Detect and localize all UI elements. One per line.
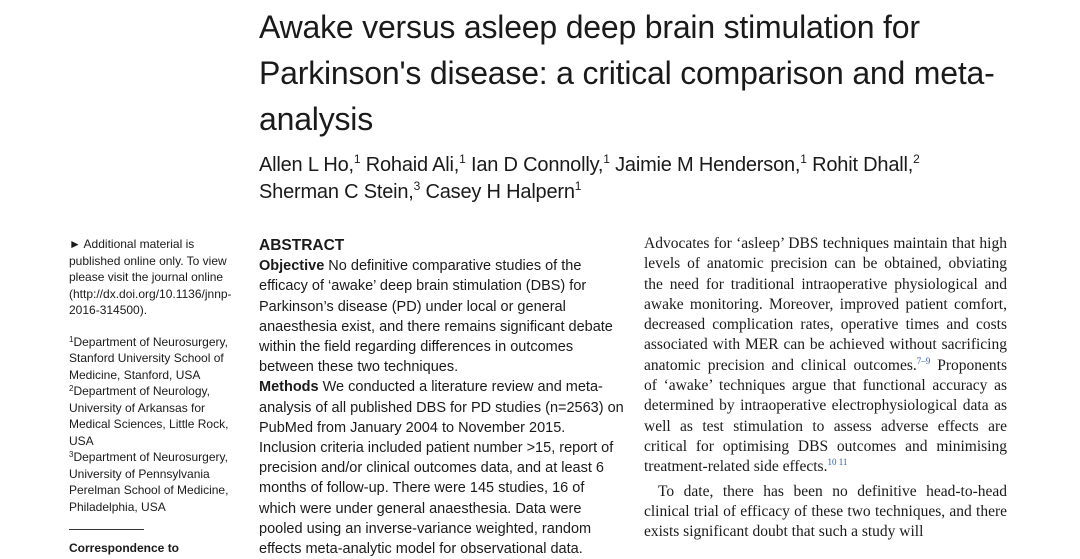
- affiliation-marker: 1: [574, 179, 582, 193]
- affiliation-marker: 1: [353, 152, 361, 166]
- affiliation-number: 1: [69, 334, 74, 344]
- body-text-segment: Proponents of ‘awake’ techniques argue that functional accuracy as determined by intraoperative electrophysiological data as well as test stimulation to assess adverse effects are critical for optimising DBS outcomes and minimising treatment-related side effects.: [644, 356, 1007, 476]
- author-list: [259, 152, 1059, 206]
- correspondence-heading: Correspondence to: [69, 541, 180, 555]
- author-name: Allen L Ho,: [259, 154, 354, 176]
- affiliation-number: 2: [69, 384, 74, 393]
- article-sidebar: [69, 236, 239, 557]
- divider: [69, 529, 144, 530]
- affiliation-marker: 1: [800, 152, 807, 166]
- affiliation-1: [69, 334, 239, 384]
- body-text: [644, 234, 1007, 542]
- affiliation-text: Department of Neurosurgery, Stanford University School of Medicine, Stanford, USA: [69, 334, 228, 382]
- affiliation-3: [69, 449, 239, 515]
- citation-link[interactable]: 7–9: [916, 355, 931, 366]
- affiliation-2: [69, 383, 239, 449]
- author-name: Ian D Connolly,: [471, 154, 604, 176]
- affiliation-marker: 3: [413, 179, 421, 193]
- author-name: Rohaid Ali,: [365, 154, 460, 176]
- author-name: Casey H Halpern: [425, 181, 575, 203]
- body-paragraph: To date, there has been no definitive head-to-head clinical trial of efficacy of these two techniques, and there exists significant doubt that such a study will: [644, 482, 1007, 541]
- methods-text: We conducted a literature review and meta-analysis of all published DBS for PD studies (n=2563) on PubMed from January 2004 to November 2015. Inclusion criteria included patient number >15, report of precision and/or clinical outcomes data, and at least 6 months of follow-up. There were 145 studies, 16 of which were under general anaesthesia. Data were pooled using an inverse-variance weighted, random effects meta-analytic model for observational data.: [259, 379, 624, 558]
- affiliation-marker: 2: [913, 152, 920, 166]
- body-paragraph: [644, 234, 1007, 478]
- objective-label: Objective: [259, 258, 325, 275]
- affiliation-text: Department of Neurosurgery, University of Pennsylvania Perelman School of Medicine, Philadelphia, USA: [69, 450, 229, 514]
- affiliation-number: 3: [69, 450, 74, 459]
- abstract-methods: [259, 377, 624, 559]
- supplementary-note[interactable]: ► Additional material is published online only. To view please visit the journal online (http://dx.doi.org/10.1136/jnnp-2016-314500).: [69, 237, 232, 317]
- body-text-segment: Advocates for ‘asleep’ DBS techniques maintain that high levels of anatomic precision can be obtained, obviating the need for traditional intraoperative physiological and awake monitoring. Moreover, improved patient comfort, decreased complication rates, operative times and costs associated with MER can be achieved without sacrificing anatomic precision and clinical outcomes.: [644, 235, 1007, 374]
- affiliation-marker: 1: [459, 152, 466, 166]
- abstract-objective: [259, 256, 624, 377]
- article-title: Awake versus asleep deep brain stimulation for Parkinson's disease: a critical comparison and meta-analysis: [259, 9, 995, 137]
- affiliation-text: Department of Neurology, University of Arkansas for Medical Sciences, Little Rock, USA: [69, 384, 229, 448]
- abstract-heading: ABSTRACT: [259, 237, 345, 254]
- affiliation-marker: 1: [603, 152, 610, 166]
- citation-link[interactable]: 10 11: [827, 457, 848, 468]
- author-name: Rohit Dhall,: [812, 154, 914, 176]
- abstract-section: [259, 236, 624, 559]
- author-name: Sherman C Stein,: [259, 181, 414, 203]
- objective-text: No definitive comparative studies of the efficacy of ‘awake’ deep brain stimulation (DBS) for Parkinson’s disease (PD) under local or general anaesthesia exist, and there remains significant debate within the field regarding differences in outcomes between these two techniques.: [259, 258, 613, 376]
- author-name: Jaimie M Henderson,: [615, 154, 801, 176]
- methods-label: Methods: [259, 379, 319, 396]
